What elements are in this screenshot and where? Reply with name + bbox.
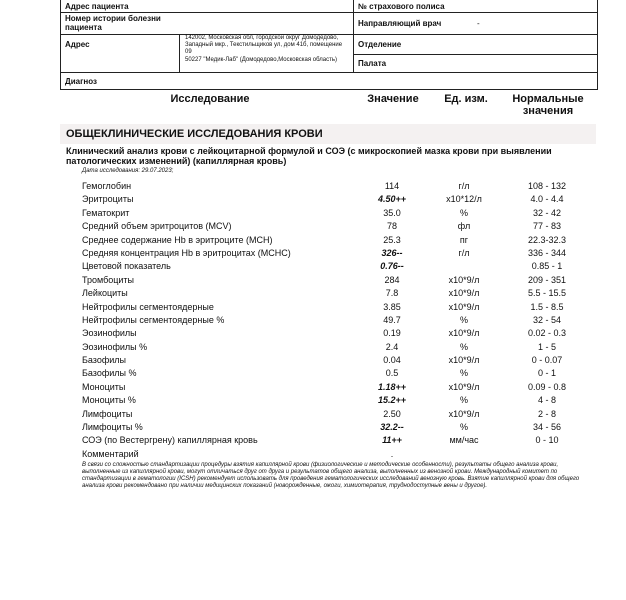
test-name: Базофилы % [82, 368, 137, 379]
policy-label: № страхового полиса [358, 2, 445, 11]
column-value: Значение [367, 93, 419, 105]
table-row [0, 367, 626, 380]
table-row [0, 314, 626, 327]
test-name: Средняя концентрация Hb в эритроцитах (MCHC) [82, 247, 291, 258]
test-normal: 1.5 - 8.5 [530, 301, 564, 312]
test-unit: фл [457, 221, 471, 232]
test-normal: 0 - 10 [535, 435, 559, 446]
test-name: Комментарий [82, 448, 139, 459]
test-name: Лимфоциты % [82, 422, 143, 433]
test-normal: 32 - 42 [532, 207, 562, 218]
history-label: Номер истории болезни пациента [65, 14, 161, 32]
test-normal: 5.5 - 15.5 [527, 288, 567, 299]
test-unit: % [459, 368, 468, 379]
column-unit: Ед. изм. [444, 93, 488, 105]
test-name: Нейтрофилы сегментоядерные % [82, 314, 225, 325]
test-normal: 4 - 8 [537, 395, 556, 406]
test-name: Моноциты % [82, 395, 136, 406]
test-normal: 209 - 351 [527, 274, 567, 285]
patient-info-table [60, 0, 598, 90]
section-title: ОБЩЕКЛИНИЧЕСКИЕ ИССЛЕДОВАНИЯ КРОВИ [66, 128, 323, 140]
test-value: 284 [384, 274, 400, 285]
test-unit: пг [459, 234, 469, 245]
table-row [0, 247, 626, 260]
test-normal: 108 - 132 [527, 181, 567, 191]
test-value: 0.19 [383, 328, 401, 339]
test-unit: мм/час [449, 435, 479, 446]
ward-label: Палата [358, 59, 387, 68]
test-value: 326-- [381, 247, 403, 258]
test-name: Эозинофилы % [82, 341, 148, 352]
test-name: Базофилы [82, 355, 126, 366]
test-value: 4.50++ [377, 194, 407, 205]
test-value: 0.76-- [380, 261, 404, 272]
test-normal: 34 - 56 [532, 422, 562, 433]
test-unit: х10*9/л [448, 301, 480, 312]
test-name: Цветовой показатель [82, 261, 171, 272]
test-unit: х10*12/л [446, 194, 482, 205]
test-value: 0.04 [383, 355, 401, 366]
table-row [0, 180, 626, 193]
test-normal: 0 - 1 [537, 368, 556, 379]
test-name: СОЭ (по Вестергрену) капиллярная кровь [82, 435, 258, 446]
test-value: 11++ [382, 435, 402, 446]
test-value: 32.2-- [380, 422, 404, 433]
test-normal: 77 - 83 [532, 221, 562, 232]
test-date: Дата исследования: 29.07.2023; [82, 168, 174, 174]
lab-value: 50227 "Медик-Лаб" (Домодедово,Московская область) [185, 57, 337, 63]
test-normal: 1 - 5 [537, 341, 556, 352]
diagnosis-label: Диагноз [65, 77, 97, 86]
test-normal: 2 - 8 [537, 408, 556, 419]
test-value: 49.7 [383, 314, 401, 325]
test-normal: 0.09 - 0.8 [527, 381, 567, 392]
table-row [0, 341, 626, 354]
test-unit: х10*9/л [448, 328, 480, 339]
test-name: Гематокрит [82, 207, 130, 218]
table-row [0, 421, 626, 434]
test-value: 2.50 [383, 408, 401, 419]
test-value: 114 [384, 181, 400, 191]
column-test: Исследование [170, 93, 250, 105]
table-row [0, 193, 626, 206]
test-unit: % [459, 341, 468, 352]
test-value: . [390, 448, 394, 459]
table-row [0, 327, 626, 340]
table-row [0, 394, 626, 407]
table-row [0, 381, 626, 394]
test-normal: 336 - 344 [527, 247, 567, 258]
test-value: 7.8 [385, 288, 399, 299]
test-normal: 0.02 - 0.3 [527, 328, 567, 339]
test-name: Средний объем эритроцитов (MCV) [82, 221, 232, 232]
section-subtitle: Клинический анализ крови с лейкоцитарной формулой и СОЭ (с микроскопией мазка крови при выявлении патологических изменений) (капиллярная кровь) [66, 146, 552, 166]
test-value: 0.5 [385, 368, 399, 379]
test-name: Лейкоциты [82, 288, 128, 299]
table-row [0, 220, 626, 233]
column-normal: Нормальные значения [512, 93, 584, 117]
test-unit: х10*9/л [448, 288, 480, 299]
test-unit: х10*9/л [448, 274, 480, 285]
test-unit: г/л [458, 247, 470, 258]
results-table [0, 180, 626, 461]
test-normal: 32 - 54 [532, 314, 562, 325]
address-label: Адрес [65, 40, 90, 49]
test-name: Нейтрофилы сегментоядерные [82, 301, 214, 312]
table-row [0, 274, 626, 287]
patient-address-label: Адрес пациента [65, 2, 129, 11]
table-row [0, 434, 626, 447]
test-normal: 22.3-32.3 [527, 234, 567, 245]
test-name: Эритроциты [82, 194, 134, 205]
test-name: Гемоглобин [82, 181, 132, 191]
test-name: Моноциты [82, 381, 126, 392]
test-normal: 0 - 0.07 [531, 355, 563, 366]
table-row [0, 408, 626, 421]
table-row [0, 234, 626, 247]
test-value: 1.18++ [377, 381, 407, 392]
test-unit: х10*9/л [448, 381, 480, 392]
test-value: 25.3 [383, 234, 401, 245]
table-row [0, 207, 626, 220]
test-name: Лимфоциты [82, 408, 133, 419]
test-value: 78 [386, 221, 397, 232]
test-unit: % [459, 422, 468, 433]
test-value: 35.0 [383, 207, 401, 218]
test-value: 15.2++ [377, 395, 407, 406]
table-row [0, 260, 626, 273]
test-unit: г/л [458, 181, 470, 191]
test-unit: % [459, 395, 468, 406]
test-unit: % [459, 314, 468, 325]
doctor-value: - [477, 19, 480, 28]
table-row [0, 354, 626, 367]
test-name: Среднее содержание Hb в эритроците (MCH) [82, 234, 273, 245]
address-value: 142002, Московская обл, городской округ Домодедово, Западный мкр., Текстильщиков ул, дом 41б, помещение 09 [185, 35, 343, 55]
table-row [0, 301, 626, 314]
test-name: Тромбоциты [82, 274, 135, 285]
footnote: В связи со сложностью стандартизации процедуры взятия капиллярной крови (физиологические и методические особенности), результаты общего анализа крови, выполненные из капиллярной крови, могут отличаться друг от друга и результатов общего анализа, выполненных из венозной крови. Международный комитет по стандартизации в гематологии (ICSH) рекомендует использовать для проведения гематологических исследований венозную кровь. Взятие капиллярной крови для общего анализа крови рекомендовано при наличии медицинских показаний (новорожденные, ожоги, химиотерапия, труднодоступные вены и другое). [82, 462, 580, 489]
test-unit: х10*9/л [448, 408, 480, 419]
test-normal: 0.85 - 1 [531, 261, 563, 272]
table-row [0, 287, 626, 300]
test-value: 2.4 [385, 341, 399, 352]
test-value: 3.85 [383, 301, 401, 312]
test-normal: 4.0 - 4.4 [530, 194, 564, 205]
table-row [0, 448, 626, 461]
doctor-label: Направляющий врач [358, 19, 442, 28]
test-name: Эозинофилы [82, 328, 137, 339]
test-unit: х10*9/л [448, 355, 480, 366]
test-unit: % [459, 207, 468, 218]
department-label: Отделение [358, 40, 402, 49]
